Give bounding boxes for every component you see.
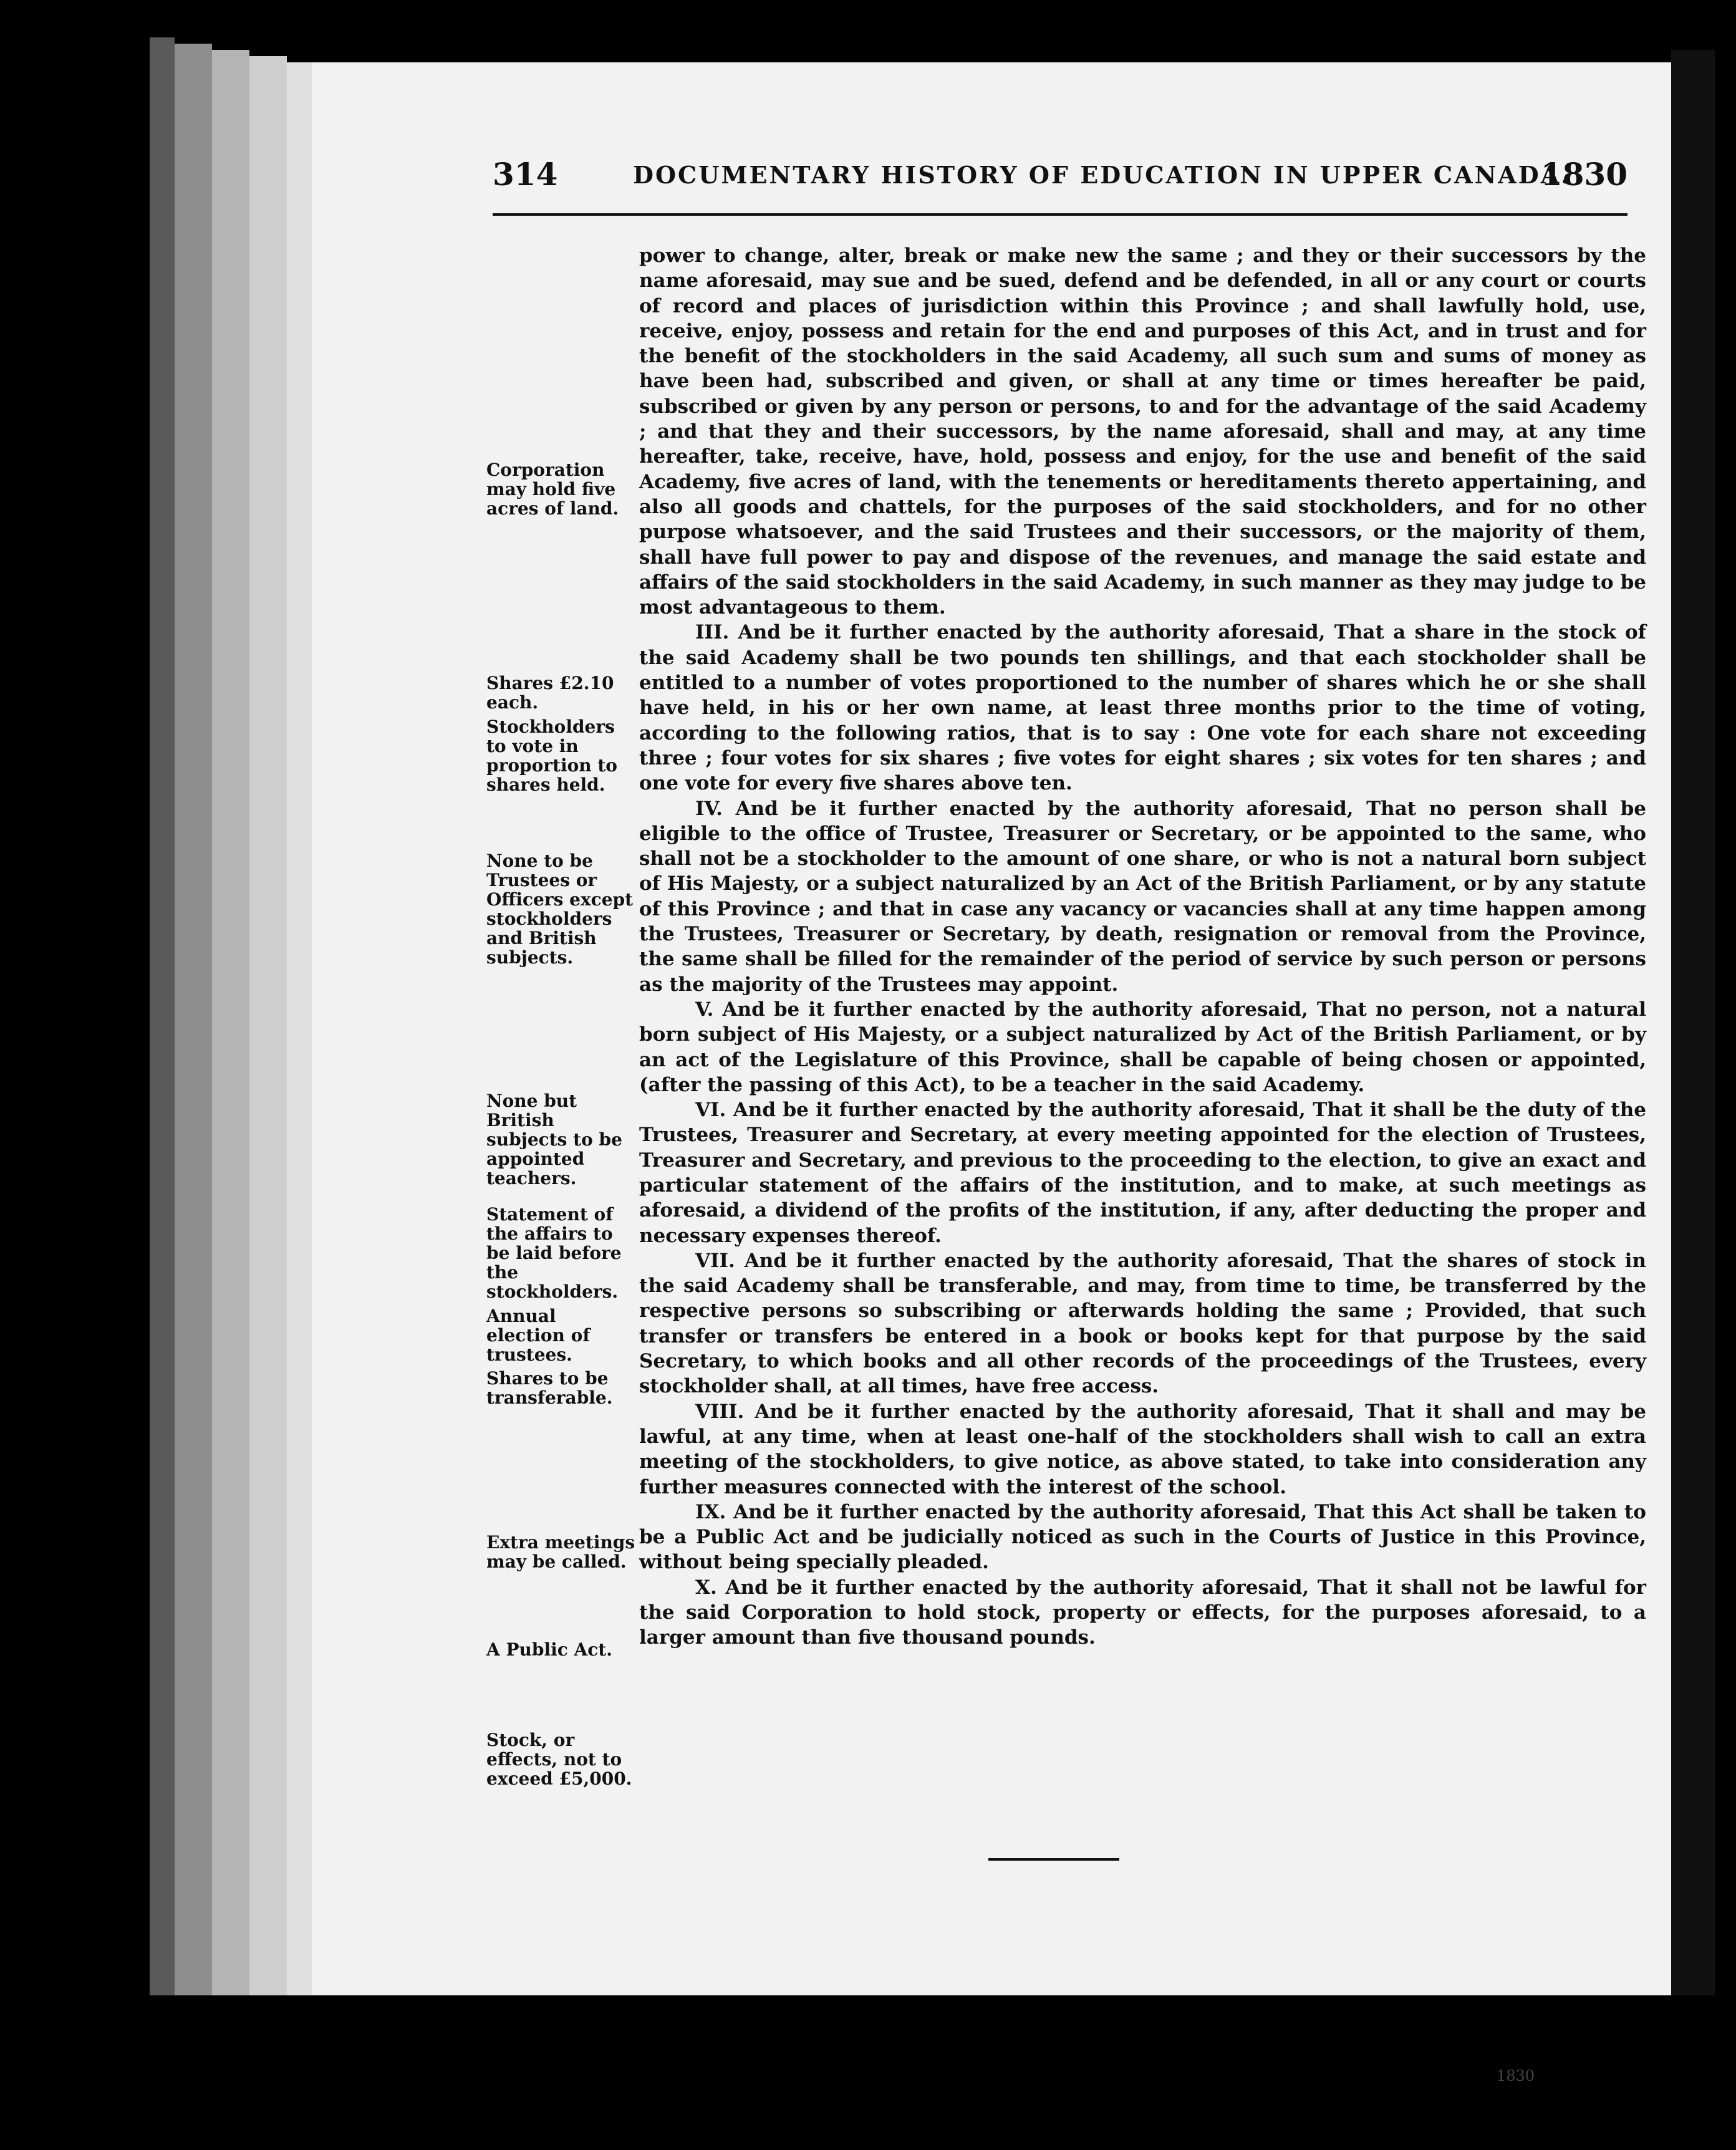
margin-note: Extra meetings may be called. (486, 1532, 635, 1572)
end-rule (988, 1858, 1119, 1861)
section-vi: VI. And be it further enacted by the authority aforesaid, That it shall be the duty of the Trustees, Treasurer and Secretary, at every meeting appointed for the election of Trustees, Treasurer and Secretary, and previous to the proceeding to the election, to give an exact and particular statement of the affairs of the institution, and to make, at such meetings as aforesaid, a dividend of the profits of the institution, if any, after deducting the proper and necessary expenses thereof. (639, 1099, 1646, 1247)
book-page-edge (212, 50, 249, 1995)
margin-note: None but British subjects to be appointed teachers. (486, 1091, 622, 1188)
page-header (493, 156, 1640, 200)
section-ix: IX. And be it further enacted by the authority aforesaid, That this Act shall be taken to be a Public Act and be judicially noticed as such in the Courts of Justice in this Province, without being specially pleaded. (639, 1500, 1646, 1574)
book-page-edge (175, 44, 212, 1995)
scan-border (1671, 50, 1715, 1995)
section-vii: VII. And be it further enacted by the authority aforesaid, That the shares of stock in the said Academy shall be transferable, and may, from time to time, be transferred by the respective persons so subscribing or afterwards holding the same ; Provided, that such transfer or transfers be entered in a book or books kept for that purpose by the said Secretary, to which books and all other records of the proceedings of the Trustees, every stockholder shall, at all times, have free access. (639, 1249, 1646, 1398)
margin-note: Shares £2.10 each. (486, 673, 614, 713)
margin-note: Stockholders to vote in proportion to shares held. (486, 716, 617, 795)
book-page-edge (287, 62, 312, 1995)
running-title: DOCUMENTARY HISTORY OF EDUCATION IN UPPER CANADA. (633, 161, 1571, 189)
page-number: 314 (493, 156, 558, 193)
paragraph: power to change, alter, break or make new the same ; and they or their successors by the name aforesaid, may sue and be sued, defend and be defended, in all or any court or courts of record and places of jurisdiction within this Province ; and shall lawfully hold, use, receive, enjoy, possess and retain for the end and purposes of this Act, and in trust and for the benefit of the stockholders in the said Academy, all such sum and sums of money as have been had, subscribed and given, or shall at any time or times hereafter be paid, subscribed or given by any person or persons, to and for the advantage of the said Academy ; and that they and their successors, by the name aforesaid, shall and may, at any time hereafter, take, receive, have, hold, possess and enjoy, for the use and benefit of the said Academy, five acres of land, with the tenements or hereditaments thereto appertaining, and also all goods and chattels, for the purposes of the said stockholders, and for no other purpose whatsoever, and the said Trustees and their successors, or the majority of them, shall have full power to pay and dispose of the revenues, and manage the said estate and affairs of the said stockholders in the said Academy, in such manner as they may judge to be most advantageous to them. (639, 244, 1646, 619)
header-rule (493, 213, 1628, 216)
body-text (639, 243, 1646, 1651)
margin-note: Stock, or effects, not to exceed £5,000. (486, 1730, 632, 1789)
margin-note: Shares to be transferable. (486, 1368, 613, 1408)
footer-mark: 1830 (1497, 2067, 1535, 2085)
book-page-edge (150, 37, 175, 1995)
margin-note: Corporation may hold five acres of land. (486, 460, 619, 519)
book-page (312, 62, 1671, 1995)
section-iii: III. And be it further enacted by the authority aforesaid, That a share in the stock of the said Academy shall be two pounds ten shillings, and that each stockholder shall be entitled to a number of votes proportioned to the number of shares which he or she shall have held, in his or her own name, at least three months prior to the time of voting, according to the following ratios, that is to say : One vote for each share not exceeding three ; four votes for six shares ; five votes for eight shares ; six votes for ten shares ; and one vote for every five shares above ten. (639, 621, 1646, 795)
margin-note: Statement of the affairs to be laid before the stockholders. (486, 1204, 622, 1302)
book-page-edge (249, 56, 287, 1995)
section-viii: VIII. And be it further enacted by the authority aforesaid, That it shall and may be lawful, at any time, when at least one-half of the stockholders shall wish to call an extra meeting of the stockholders, to give notice, as above stated, to take into consideration any further measures connected with the interest of the school. (639, 1400, 1646, 1498)
section-v: V. And be it further enacted by the authority aforesaid, That no person, not a natural born subject of His Majesty, or a subject naturalized by Act of the British Parliament, or by an act of the Legislature of this Province, shall be capable of being chosen or appointed, (after the passing of this Act), to be a teacher in the said Academy. (639, 998, 1646, 1096)
header-year: 1830 (1540, 156, 1628, 193)
margin-note: None to be Trustees or Officers except stockholders and British subjects. (486, 851, 634, 968)
section-iv: IV. And be it further enacted by the authority aforesaid, That no person shall be eligible to the office of Trustee, Treasurer or Secretary, or be appointed to the same, who shall not be a stockholder to the amount of one share, or who is not a natural born subject of His Majesty, or a subject naturalized by an Act of the British Parliament, or by any statute of this Province ; and that in case any vacancy or vacancies shall at any time happen among the Trustees, Treasurer or Secretary, by death, resignation or removal from the Province, the same shall be filled for the remainder of the period of service by such person or persons as the majority of the Trustees may appoint. (639, 797, 1646, 996)
margin-note: Annual election of trustees. (486, 1306, 591, 1365)
margin-note: A Public Act. (486, 1639, 612, 1660)
section-x: X. And be it further enacted by the authority aforesaid, That it shall not be lawful for the said Corporation to hold stock, property or effects, for the purposes aforesaid, to a larger amount than five thousand pounds. (639, 1576, 1646, 1649)
